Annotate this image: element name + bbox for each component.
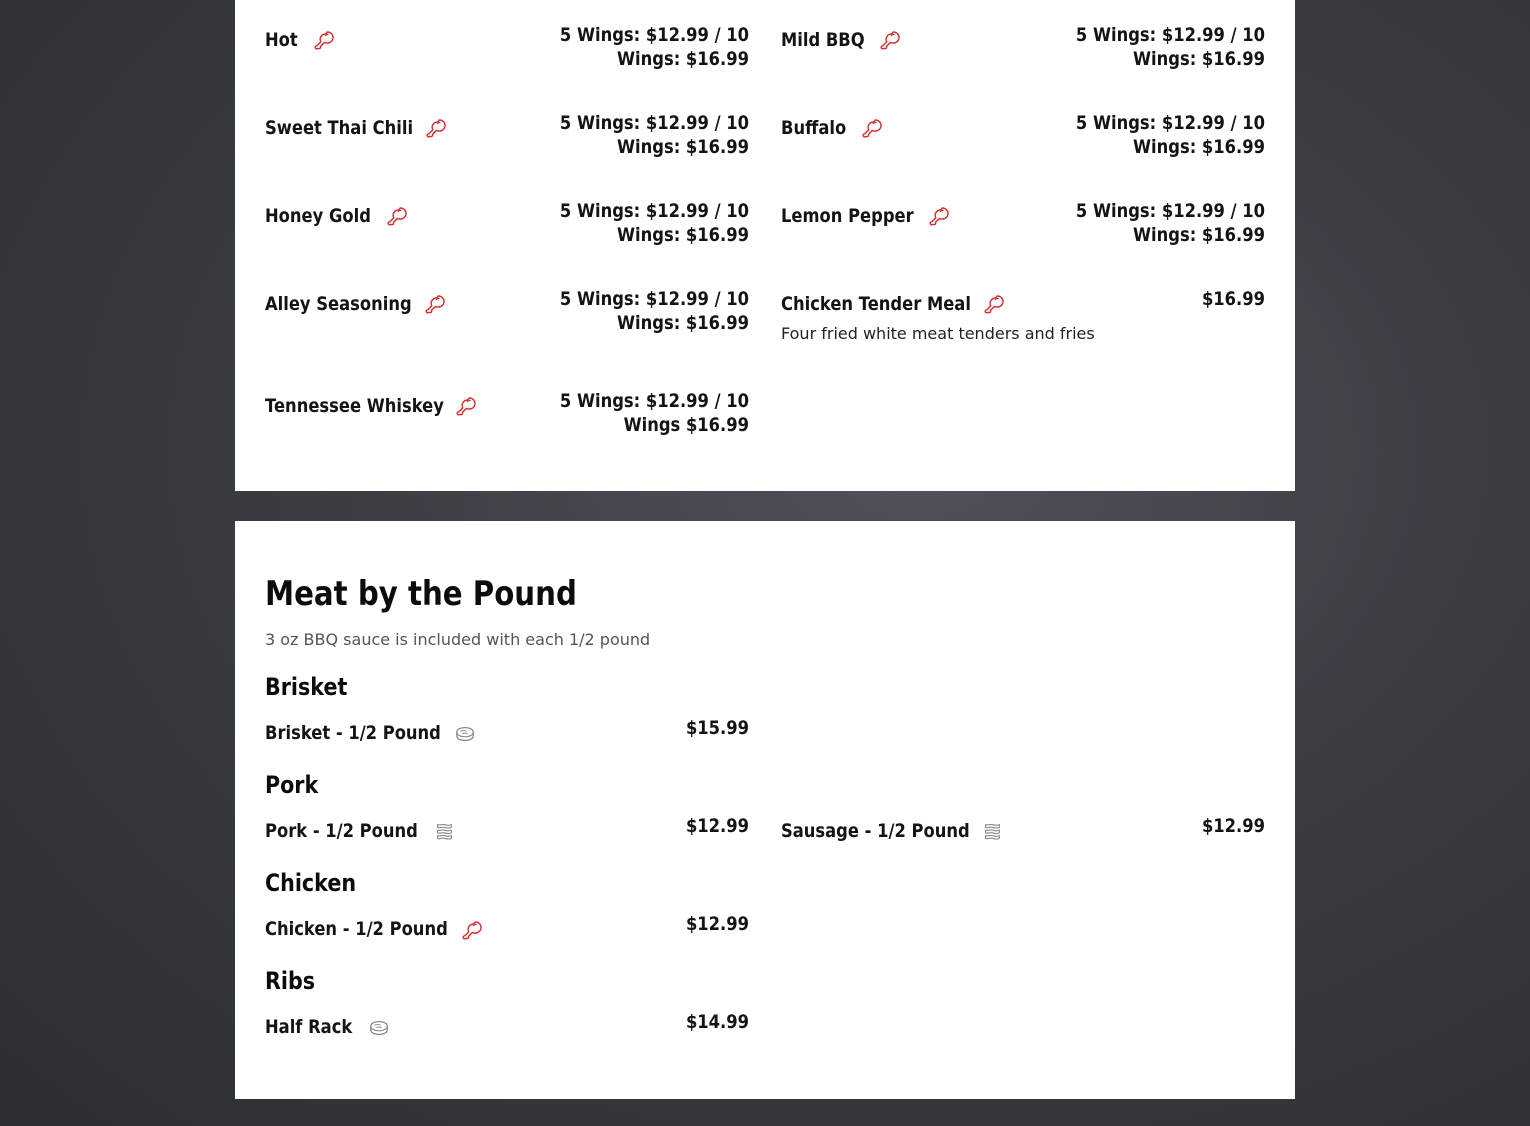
section-title: Meat by the Pound	[265, 574, 577, 614]
steak-icon	[454, 723, 476, 745]
chicken-leg-icon	[880, 29, 902, 51]
menu-item-price: $16.99	[1201, 288, 1265, 310]
menu-item-name[interactable]: Tennessee Whiskey	[265, 395, 444, 417]
menu-item-description: Four fried white meat tenders and fries	[781, 324, 1095, 343]
menu-item-price: $12.99	[1201, 815, 1265, 837]
menu-item-price: 5 Wings: $12.99 / 10 Wings: $16.99	[1075, 200, 1265, 246]
bacon-icon	[433, 821, 455, 843]
menu-item-price: $12.99	[685, 815, 749, 837]
bacon-icon	[981, 821, 1003, 843]
menu-item-price: $12.99	[685, 913, 749, 935]
menu-item-name[interactable]: Half Rack	[265, 1016, 353, 1038]
menu-item-name[interactable]: Honey Gold	[265, 205, 371, 227]
menu-item-price: 5 Wings: $12.99 / 10 Wings: $16.99	[559, 24, 749, 70]
chicken-leg-icon	[984, 293, 1006, 315]
menu-item-price: 5 Wings: $12.99 / 10 Wings: $16.99	[559, 112, 749, 158]
section-subtitle: 3 oz BBQ sauce is included with each 1/2 pound	[265, 630, 651, 649]
wings-menu-card	[235, 0, 1295, 491]
menu-item-price: 5 Wings: $12.99 / 10 Wings: $16.99	[1075, 24, 1265, 70]
menu-item-name[interactable]: Sausage - 1/2 Pound	[781, 820, 970, 842]
chicken-leg-icon	[425, 293, 447, 315]
category-title-ribs: Ribs	[265, 967, 316, 995]
menu-item-price: 5 Wings: $12.99 / 10 Wings: $16.99	[559, 288, 749, 334]
category-title-brisket: Brisket	[265, 673, 348, 701]
category-title-pork: Pork	[265, 771, 319, 799]
menu-item-name[interactable]: Buffalo	[781, 117, 847, 139]
steak-icon	[368, 1017, 390, 1039]
category-title-chicken: Chicken	[265, 869, 357, 897]
menu-item-name[interactable]: Sweet Thai Chili	[265, 117, 414, 139]
menu-item-name[interactable]: Brisket - 1/2 Pound	[265, 722, 441, 744]
menu-item-price: 5 Wings: $12.99 / 10 Wings: $16.99	[559, 200, 749, 246]
menu-item-name[interactable]: Hot	[265, 29, 298, 51]
menu-item-name[interactable]: Chicken - 1/2 Pound	[265, 918, 448, 940]
menu-item-name[interactable]: Mild BBQ	[781, 29, 865, 51]
chicken-leg-icon	[426, 117, 448, 139]
menu-item-price: 5 Wings: $12.99 / 10 Wings: $16.99	[1075, 112, 1265, 158]
menu-item-name[interactable]: Alley Seasoning	[265, 293, 412, 315]
chicken-leg-icon	[314, 29, 336, 51]
menu-item-price: $15.99	[685, 717, 749, 739]
menu-item-name[interactable]: Chicken Tender Meal	[781, 293, 971, 315]
menu-item-price: $14.99	[685, 1011, 749, 1033]
chicken-leg-icon	[387, 205, 409, 227]
chicken-leg-icon	[929, 205, 951, 227]
chicken-leg-icon	[456, 395, 478, 417]
menu-item-name[interactable]: Pork - 1/2 Pound	[265, 820, 418, 842]
chicken-leg-icon	[862, 117, 884, 139]
chicken-leg-icon	[462, 919, 484, 941]
menu-item-price: 5 Wings: $12.99 / 10 Wings $16.99	[559, 390, 749, 436]
menu-item-name[interactable]: Lemon Pepper	[781, 205, 914, 227]
meat-by-pound-card	[235, 521, 1295, 1099]
